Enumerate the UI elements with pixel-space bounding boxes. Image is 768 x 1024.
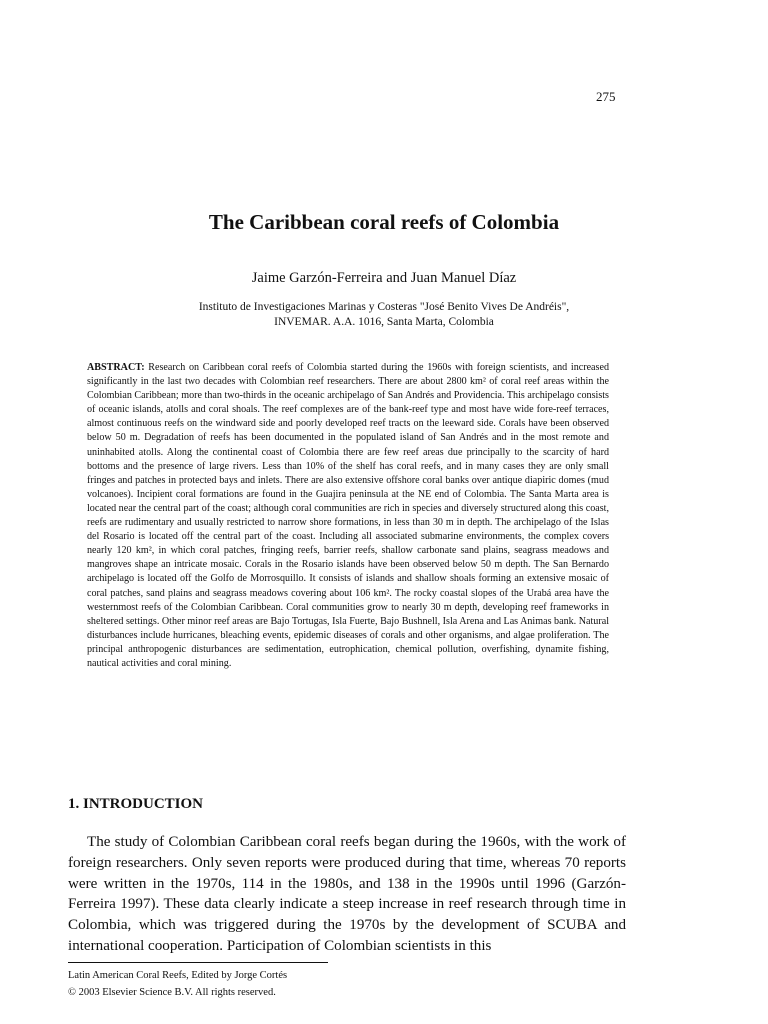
author-line: Jaime Garzón-Ferreira and Juan Manuel Díaz [251, 270, 517, 286]
abstract-text: Research on Caribbean coral reefs of Colombia started during the 1960s with foreign scientists, and increased significantly in the last two decades with Colombian reef researchers. There are about 2800 km² of coral reef areas within the Colombian Caribbean; more than two-thirds in the oceanic archipelago of San Andrés and Providencia. This archipelago consists of oceanic islands, atolls and coral shoals. The reef complexes are of the bank-reef type and most have wide fore-reef terraces, almost continuous reefs on the windward side and poorly developed reef tracts on the leeward side. Corals have been observed below 50 m. Degradation of reefs has been documented in the populated island of San Andrés and in the most remote and uninhabited atolls. Along the continental coast of Colombia there are few reef areas due principally to the scarcity of hard bottoms and the presence of large rivers. Less than 10% of the shelf has coral reefs, and in many cases they are only small fringes and patches in protected bays and inlets. There are also extensive offshore coral banks over antique diapiric domes (mud volcanoes). Incipient coral formations are found in the Guajira peninsula at the NE end of Colombia. The Santa Marta area is located near the central part of the coast; although coral communities are rich in species and diversely structured along this coast, reefs are rudimentary and usually restricted to narrow shore formations, in less than 30 m in depth. The archipelago of the Islas del Rosario is located off the central part of the coast. Including all associated submarine environments, the complex covers nearly 120 km², in which coral patches, fringing reefs, barrier reefs, shallow carbonate sand plains, seagrass meadows and mangroves shape an intricate mosaic. Corals in the Rosario islands have been observed below 50 m depth. The San Bernardo archipelago is located off the Golfo de Morrosquillo. It consists of islands and shallow shoals forming an extensive mosaic of coral patches, sand plains and seagrass meadows covering about 106 km². The rocky coastal slopes of the Urabá area have the westernmost reefs of the Colombian Caribbean. Coral communities grow to nearly 30 m depth, developing reef frameworks in sheltered settings. Other minor reef areas are Bajo Tortugas, Isla Fuerte, Bajo Bushnell, Isla Arena and Las Animas bank. Natural disturbances include hurricanes, bleaching events, epidemic diseases of corals and other organisms, and algae proliferation. The principal anthropogenic disturbances are sedimentation, eutrophication, chemical pollution, overfishing, dynamite fishing, nautical activities and coral mining. [87, 362, 609, 669]
affiliation-line-2: INVEMAR. A.A. 1016, Santa Marta, Colombia [274, 316, 494, 328]
intro-paragraph: The study of Colombian Caribbean coral reefs began during the 1960s, with the work of foreign researchers. Only seven reports were produced during that time, whereas 70 reports were written in the 1970s, 114 in the 1980s, and 138 in the 1990s until 1996 (Garzón-Ferreira 1997). These data clearly indicate a steep increase in reef research through time in Colombia, which was triggered during the 1970s by the development of SCUBA and international cooperation. Participation of Colombian scientists in this [68, 834, 626, 954]
page-number: 275 [596, 89, 616, 104]
footnote-divider [68, 962, 328, 963]
affiliation-line-1: Instituto de Investigaciones Marinas y Costeras "José Benito Vives De Andréis", [198, 301, 570, 313]
footnote-line-2: © 2003 Elsevier Science B.V. All rights reserved. [68, 987, 276, 998]
affiliation-block [0, 300, 768, 330]
footnote-block [68, 967, 287, 1001]
abstract-label: ABSTRACT: [87, 362, 145, 373]
section-heading: 1. INTRODUCTION [68, 796, 204, 812]
article-title: The Caribbean coral reefs of Colombia [208, 210, 560, 234]
abstract-paragraph [87, 361, 609, 671]
footnote-line-1: Latin American Coral Reefs, Edited by Jorge Cortés [68, 970, 288, 981]
